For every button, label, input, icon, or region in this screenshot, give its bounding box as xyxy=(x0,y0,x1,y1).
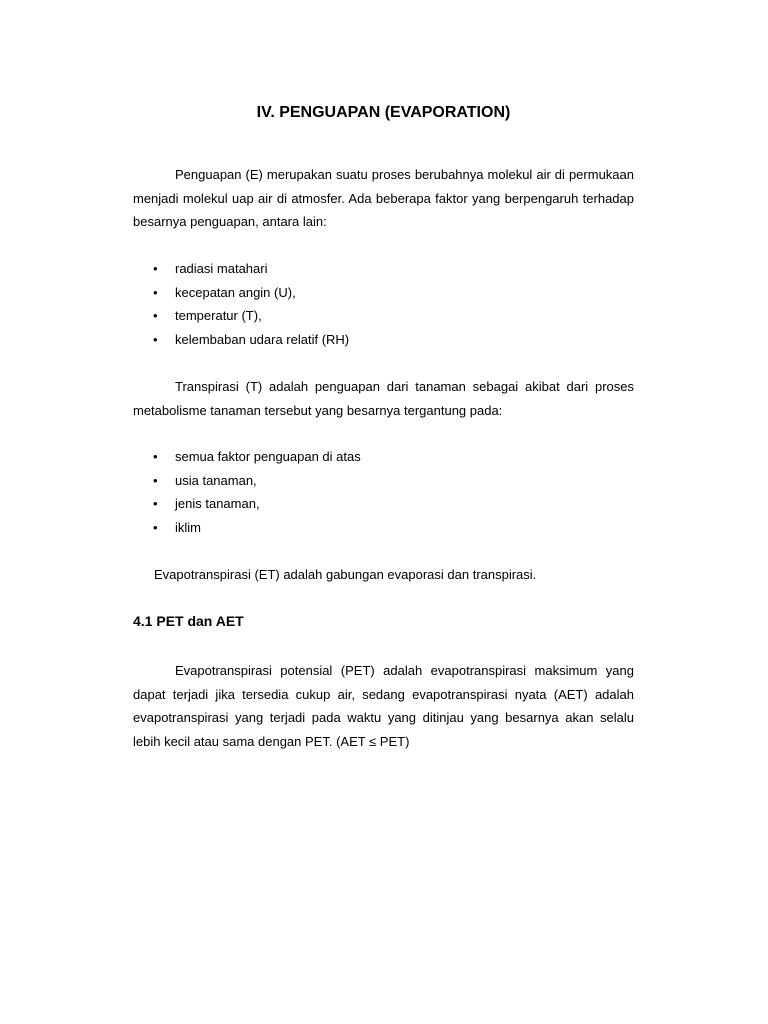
document-page xyxy=(133,0,634,1024)
bullet-icon: • xyxy=(153,308,158,324)
bullet-icon: • xyxy=(153,332,158,348)
list-item-text: kecepatan angin (U), xyxy=(175,284,296,300)
list-item xyxy=(133,257,634,281)
list-item xyxy=(133,516,634,540)
list-item xyxy=(133,445,634,469)
intro-paragraph-text: Penguapan (E) merupakan suatu proses berubahnya molekul air di permukaan menjadi molekul uap air di atmosfer. Ada beberapa faktor yang berpengaruh terhadap besarnya penguapan, antara lain: xyxy=(133,167,634,229)
bullet-icon: • xyxy=(153,261,158,276)
transpiration-paragraph-text: Transpirasi (T) adalah penguapan dari tanaman sebagai akibat dari proses metabolisme tanaman tersebut yang besarnya tergantung pada: xyxy=(133,379,634,418)
bullet-icon: • xyxy=(153,472,158,488)
intro-paragraph xyxy=(133,163,634,234)
list-item-text: semua faktor penguapan di atas xyxy=(175,449,361,464)
list-item-text: radiasi matahari xyxy=(175,261,268,276)
pet-aet-paragraph xyxy=(133,659,634,753)
list-item xyxy=(133,328,634,352)
list-item xyxy=(133,281,634,305)
transpiration-paragraph xyxy=(133,375,634,422)
chapter-title: IV. PENGUAPAN (EVAPORATION) xyxy=(256,104,511,121)
list-item xyxy=(133,304,634,328)
list-item xyxy=(133,492,634,516)
bullet-icon: • xyxy=(153,284,158,300)
list-item-text: jenis tanaman, xyxy=(175,496,260,512)
bullet-icon: • xyxy=(153,496,158,512)
transpiration-factors-list xyxy=(133,445,634,540)
et-paragraph: Evapotranspirasi (ET) adalah gabungan evaporasi dan transpirasi. xyxy=(154,567,537,582)
pet-aet-paragraph-text: Evapotranspirasi potensial (PET) adalah evapotranspirasi maksimum yang dapat terjadi jika tersedia cukup air, sedang evapotranspirasi nyata (AET) adalah evapotranspirasi yang terjadi pada waktu yang ditinjau yang besarnya akan selalu lebih kecil atau sama dengan PET. (AET ≤ PET) xyxy=(133,663,634,749)
list-item xyxy=(133,469,634,493)
list-item-text: usia tanaman, xyxy=(175,472,257,488)
section-title: 4.1 PET dan AET xyxy=(133,613,244,629)
bullet-icon: • xyxy=(153,449,158,464)
bullet-icon: • xyxy=(153,520,158,536)
evaporation-factors-list xyxy=(133,257,634,352)
list-item-text: kelembaban udara relatif (RH) xyxy=(175,332,350,348)
list-item-text: temperatur (T), xyxy=(175,308,262,324)
list-item-text: iklim xyxy=(175,520,201,536)
